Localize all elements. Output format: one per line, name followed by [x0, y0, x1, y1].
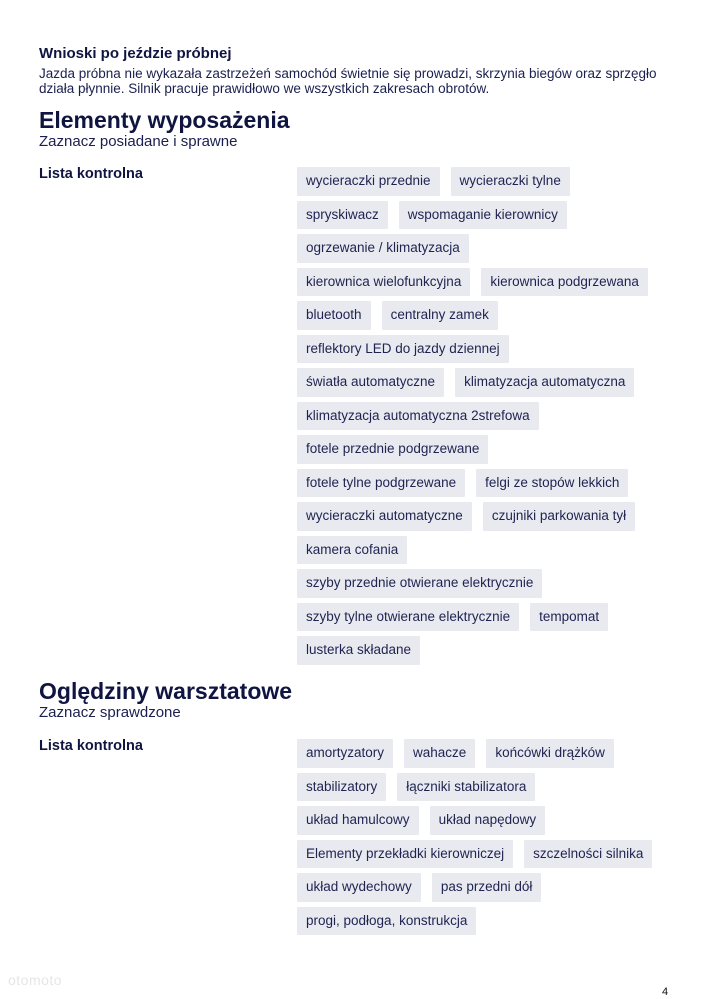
- checklist-tag: kamera cofania: [297, 536, 407, 565]
- checklist-tag: bluetooth: [297, 301, 371, 330]
- checklist-tag: klimatyzacja automatyczna 2strefowa: [297, 402, 539, 431]
- tag-row: [297, 907, 669, 936]
- equipment-section-title: Elementy wyposażenia: [39, 107, 290, 133]
- checklist-tag: centralny zamek: [382, 301, 498, 330]
- checklist-tag: wycieraczki tylne: [451, 167, 570, 196]
- checklist-tag: szczelności silnika: [524, 840, 652, 869]
- tag-row: [297, 603, 669, 632]
- checklist-tag: kierownica podgrzewana: [481, 268, 648, 297]
- tag-row: [297, 502, 669, 531]
- checklist-tag: światła automatyczne: [297, 368, 444, 397]
- equipment-tag-list: [297, 167, 669, 670]
- checklist-tag: czujniki parkowania tył: [483, 502, 635, 531]
- checklist-tag: pas przedni dół: [432, 873, 542, 902]
- checklist-tag: spryskiwacz: [297, 201, 388, 230]
- tag-row: [297, 469, 669, 498]
- checklist-tag: fotele tylne podgrzewane: [297, 469, 465, 498]
- checklist-tag: układ napędowy: [430, 806, 546, 835]
- equipment-section-subtitle: Zaznacz posiadane i sprawne: [39, 133, 238, 150]
- tag-row: [297, 569, 669, 598]
- tag-row: [297, 201, 669, 230]
- checklist-tag: wspomaganie kierownicy: [399, 201, 567, 230]
- checklist-tag: klimatyzacja automatyczna: [455, 368, 634, 397]
- tag-row: [297, 234, 669, 263]
- checklist-tag: progi, podłoga, konstrukcja: [297, 907, 476, 936]
- inspection-section-subtitle: Zaznacz sprawdzone: [39, 704, 181, 721]
- checklist-tag: końcówki drążków: [486, 739, 614, 768]
- checklist-tag: reflektory LED do jazdy dziennej: [297, 335, 509, 364]
- checklist-tag: łączniki stabilizatora: [397, 773, 535, 802]
- checklist-tag: kierownica wielofunkcyjna: [297, 268, 470, 297]
- tag-row: [297, 773, 669, 802]
- tag-row: [297, 268, 669, 297]
- inspection-section-title: Oględziny warsztatowe: [39, 678, 293, 704]
- tag-row: [297, 739, 669, 768]
- tag-row: [297, 636, 669, 665]
- checklist-tag: fotele przednie podgrzewane: [297, 435, 488, 464]
- test-drive-conclusion-text: Jazda próbna nie wykazała zastrzeżeń samochód świetnie się prowadzi, skrzynia biegów oraz sprzęgło działa płynnie. Silnik pracuje prawidłowo we wszystkich zakresach obrotów.: [39, 66, 657, 96]
- tag-row: [297, 402, 669, 431]
- page-number: 4: [662, 986, 669, 998]
- checklist-tag: felgi ze stopów lekkich: [476, 469, 628, 498]
- tag-row: [297, 335, 669, 364]
- tag-row: [297, 435, 669, 464]
- tag-row: [297, 536, 669, 565]
- checklist-tag: układ hamulcowy: [297, 806, 419, 835]
- checklist-tag: szyby przednie otwierane elektrycznie: [297, 569, 542, 598]
- inspection-tag-list: [297, 739, 669, 940]
- checklist-tag: wycieraczki automatyczne: [297, 502, 472, 531]
- checklist-tag: ogrzewanie / klimatyzacja: [297, 234, 469, 263]
- checklist-tag: tempomat: [530, 603, 608, 632]
- checklist-tag: stabilizatory: [297, 773, 386, 802]
- checklist-tag: lusterka składane: [297, 636, 420, 665]
- checklist-tag: szyby tylne otwierane elektrycznie: [297, 603, 519, 632]
- tag-row: [297, 873, 669, 902]
- watermark-logo: otomoto: [8, 972, 63, 988]
- tag-row: [297, 840, 669, 869]
- test-drive-conclusion-title: Wnioski po jeździe próbnej: [39, 45, 232, 62]
- tag-row: [297, 301, 669, 330]
- checklist-tag: amortyzatory: [297, 739, 393, 768]
- tag-row: [297, 806, 669, 835]
- checklist-tag: wahacze: [404, 739, 475, 768]
- equipment-checklist-label: Lista kontrolna: [39, 166, 143, 182]
- inspection-checklist-label: Lista kontrolna: [39, 738, 143, 754]
- checklist-tag: wycieraczki przednie: [297, 167, 440, 196]
- checklist-tag: układ wydechowy: [297, 873, 421, 902]
- tag-row: [297, 368, 669, 397]
- checklist-tag: Elementy przekładki kierowniczej: [297, 840, 513, 869]
- tag-row: [297, 167, 669, 196]
